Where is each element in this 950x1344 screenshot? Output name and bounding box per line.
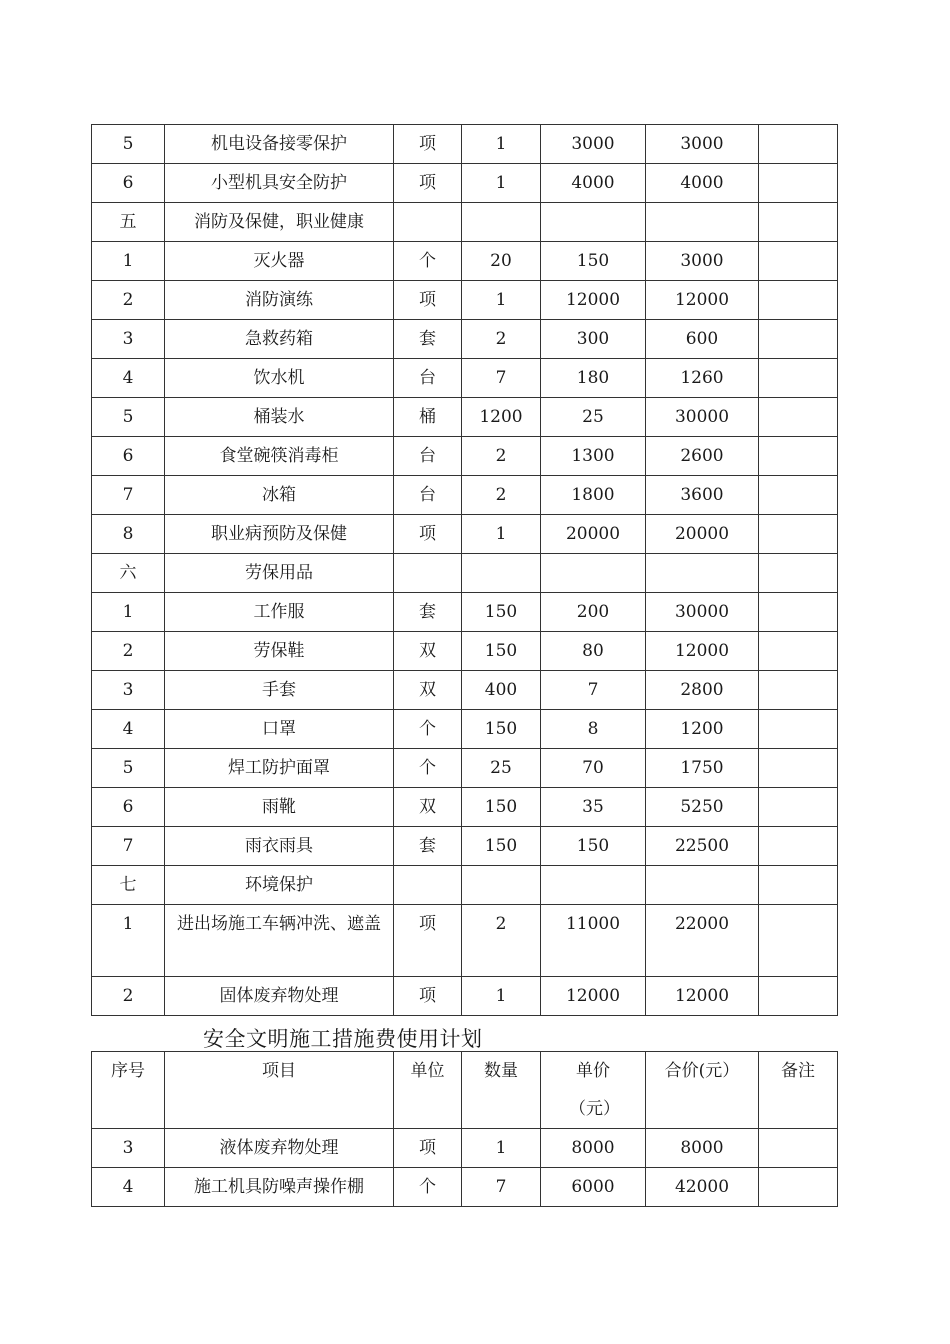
table-row bbox=[92, 242, 838, 281]
cell-total: 22000 bbox=[646, 905, 759, 977]
cell-item: 雨衣雨具 bbox=[165, 827, 394, 866]
cell-unit bbox=[394, 866, 462, 905]
cell-unit: 项 bbox=[394, 515, 462, 554]
cell-item: 工作服 bbox=[165, 593, 394, 632]
cell-qty: 1 bbox=[462, 281, 541, 320]
cell-no: 6 bbox=[92, 164, 165, 203]
cell-price bbox=[541, 554, 646, 593]
header-note: 备注 bbox=[759, 1052, 838, 1129]
cell-no: 6 bbox=[92, 788, 165, 827]
cell-qty: 150 bbox=[462, 827, 541, 866]
cell-qty bbox=[462, 554, 541, 593]
cell-total: 30000 bbox=[646, 398, 759, 437]
cell-total: 22500 bbox=[646, 827, 759, 866]
cell-note bbox=[759, 788, 838, 827]
table-row bbox=[92, 593, 838, 632]
table-row bbox=[92, 437, 838, 476]
table-row bbox=[92, 476, 838, 515]
cell-qty: 20 bbox=[462, 242, 541, 281]
cell-note bbox=[759, 827, 838, 866]
cell-no: 5 bbox=[92, 125, 165, 164]
cell-price bbox=[541, 866, 646, 905]
cell-total bbox=[646, 554, 759, 593]
cell-no: 6 bbox=[92, 437, 165, 476]
cell-item: 液体废弃物处理 bbox=[165, 1129, 394, 1168]
cell-item: 职业病预防及保健 bbox=[165, 515, 394, 554]
cell-qty: 1 bbox=[462, 1129, 541, 1168]
table-row bbox=[92, 671, 838, 710]
cell-unit: 个 bbox=[394, 242, 462, 281]
cell-total: 42000 bbox=[646, 1168, 759, 1207]
cell-unit: 项 bbox=[394, 977, 462, 1016]
cell-unit: 台 bbox=[394, 359, 462, 398]
cell-note bbox=[759, 515, 838, 554]
cell-item: 机电设备接零保护 bbox=[165, 125, 394, 164]
cell-price: 4000 bbox=[541, 164, 646, 203]
cell-qty bbox=[462, 866, 541, 905]
cell-no: 4 bbox=[92, 359, 165, 398]
cell-item: 焊工防护面罩 bbox=[165, 749, 394, 788]
cell-item: 灭火器 bbox=[165, 242, 394, 281]
table-row bbox=[92, 164, 838, 203]
cost-table bbox=[91, 124, 838, 1016]
cell-unit: 项 bbox=[394, 905, 462, 977]
cell-note bbox=[759, 125, 838, 164]
cell-price: 70 bbox=[541, 749, 646, 788]
cell-unit: 个 bbox=[394, 710, 462, 749]
table-row bbox=[92, 749, 838, 788]
table-row bbox=[92, 125, 838, 164]
cell-qty: 1 bbox=[462, 125, 541, 164]
cell-no: 4 bbox=[92, 710, 165, 749]
cell-note bbox=[759, 1129, 838, 1168]
cell-qty: 7 bbox=[462, 1168, 541, 1207]
table-row bbox=[92, 1168, 838, 1207]
header-unit: 单位 bbox=[394, 1052, 462, 1129]
cell-item: 施工机具防噪声操作棚 bbox=[165, 1168, 394, 1207]
cell-qty: 1 bbox=[462, 515, 541, 554]
cell-total: 4000 bbox=[646, 164, 759, 203]
header-total: 合价(元） bbox=[646, 1052, 759, 1129]
cell-unit: 项 bbox=[394, 125, 462, 164]
cell-item: 消防及保健，职业健康 bbox=[165, 203, 394, 242]
cell-note bbox=[759, 905, 838, 977]
cell-unit: 项 bbox=[394, 1129, 462, 1168]
cell-qty: 150 bbox=[462, 593, 541, 632]
cell-item: 桶装水 bbox=[165, 398, 394, 437]
cell-total: 30000 bbox=[646, 593, 759, 632]
cell-no: 五 bbox=[92, 203, 165, 242]
cell-total: 12000 bbox=[646, 281, 759, 320]
table-row bbox=[92, 632, 838, 671]
cell-no: 六 bbox=[92, 554, 165, 593]
cell-unit bbox=[394, 554, 462, 593]
cost-table-continued bbox=[91, 1051, 838, 1207]
cell-total: 1260 bbox=[646, 359, 759, 398]
cell-qty: 2 bbox=[462, 437, 541, 476]
cell-note bbox=[759, 671, 838, 710]
cell-note bbox=[759, 437, 838, 476]
cell-total: 600 bbox=[646, 320, 759, 359]
cell-qty: 2 bbox=[462, 476, 541, 515]
table-row bbox=[92, 515, 838, 554]
cell-qty: 1 bbox=[462, 164, 541, 203]
header-no: 序号 bbox=[92, 1052, 165, 1129]
cell-item: 冰箱 bbox=[165, 476, 394, 515]
cell-qty: 150 bbox=[462, 632, 541, 671]
cell-unit: 项 bbox=[394, 281, 462, 320]
table-row bbox=[92, 710, 838, 749]
cell-unit: 台 bbox=[394, 476, 462, 515]
cell-price: 7 bbox=[541, 671, 646, 710]
cell-qty: 1200 bbox=[462, 398, 541, 437]
cell-no: 2 bbox=[92, 632, 165, 671]
cell-unit: 个 bbox=[394, 749, 462, 788]
cell-price: 6000 bbox=[541, 1168, 646, 1207]
plan-title: 安全文明施工措施费使用计划 bbox=[203, 1027, 483, 1051]
cell-item: 劳保鞋 bbox=[165, 632, 394, 671]
cell-note bbox=[759, 866, 838, 905]
cell-price: 300 bbox=[541, 320, 646, 359]
cell-item: 小型机具安全防护 bbox=[165, 164, 394, 203]
cell-unit: 套 bbox=[394, 320, 462, 359]
cell-no: 1 bbox=[92, 242, 165, 281]
cell-price: 8000 bbox=[541, 1129, 646, 1168]
cell-total: 2600 bbox=[646, 437, 759, 476]
cell-no: 4 bbox=[92, 1168, 165, 1207]
cell-total: 2800 bbox=[646, 671, 759, 710]
header-item: 项目 bbox=[165, 1052, 394, 1129]
table-row bbox=[92, 866, 838, 905]
cell-item: 雨靴 bbox=[165, 788, 394, 827]
table-row bbox=[92, 554, 838, 593]
cell-total: 1750 bbox=[646, 749, 759, 788]
cell-item: 急救药箱 bbox=[165, 320, 394, 359]
cell-note bbox=[759, 710, 838, 749]
table-row bbox=[92, 398, 838, 437]
cell-price: 150 bbox=[541, 242, 646, 281]
header-row bbox=[92, 1052, 838, 1129]
cell-no: 2 bbox=[92, 281, 165, 320]
cell-price: 12000 bbox=[541, 281, 646, 320]
cell-price bbox=[541, 203, 646, 242]
cell-unit: 台 bbox=[394, 437, 462, 476]
cell-item: 劳保用品 bbox=[165, 554, 394, 593]
cell-unit: 套 bbox=[394, 593, 462, 632]
cell-no: 3 bbox=[92, 671, 165, 710]
cell-note bbox=[759, 476, 838, 515]
cell-item: 环境保护 bbox=[165, 866, 394, 905]
cost-table-continued-body bbox=[92, 1129, 838, 1207]
cell-unit bbox=[394, 203, 462, 242]
header-qty: 数量 bbox=[462, 1052, 541, 1129]
table-row bbox=[92, 203, 838, 242]
cell-no: 1 bbox=[92, 593, 165, 632]
cell-note bbox=[759, 554, 838, 593]
table-row bbox=[92, 977, 838, 1016]
table-row bbox=[92, 1129, 838, 1168]
cell-note bbox=[759, 1168, 838, 1207]
cell-total: 1200 bbox=[646, 710, 759, 749]
cell-price: 20000 bbox=[541, 515, 646, 554]
cell-price: 1800 bbox=[541, 476, 646, 515]
cell-total: 5250 bbox=[646, 788, 759, 827]
cell-unit: 双 bbox=[394, 788, 462, 827]
cell-price: 35 bbox=[541, 788, 646, 827]
cell-qty: 150 bbox=[462, 710, 541, 749]
cell-unit: 桶 bbox=[394, 398, 462, 437]
cell-price: 11000 bbox=[541, 905, 646, 977]
cell-total: 3600 bbox=[646, 476, 759, 515]
cell-note bbox=[759, 164, 838, 203]
cell-qty: 150 bbox=[462, 788, 541, 827]
cell-qty: 7 bbox=[462, 359, 541, 398]
cell-note bbox=[759, 320, 838, 359]
cell-item: 食堂碗筷消毒柜 bbox=[165, 437, 394, 476]
cell-total: 8000 bbox=[646, 1129, 759, 1168]
cell-note bbox=[759, 203, 838, 242]
cell-note bbox=[759, 593, 838, 632]
table-row bbox=[92, 359, 838, 398]
cell-unit: 双 bbox=[394, 671, 462, 710]
cell-no: 七 bbox=[92, 866, 165, 905]
cell-price: 8 bbox=[541, 710, 646, 749]
cell-note bbox=[759, 398, 838, 437]
cell-item: 饮水机 bbox=[165, 359, 394, 398]
cell-item: 手套 bbox=[165, 671, 394, 710]
cell-no: 7 bbox=[92, 476, 165, 515]
cell-note bbox=[759, 749, 838, 788]
cell-no: 8 bbox=[92, 515, 165, 554]
cell-item: 固体废弃物处理 bbox=[165, 977, 394, 1016]
cell-note bbox=[759, 281, 838, 320]
cell-note bbox=[759, 632, 838, 671]
cell-price: 150 bbox=[541, 827, 646, 866]
table-row bbox=[92, 827, 838, 866]
cell-unit: 双 bbox=[394, 632, 462, 671]
cell-price: 1300 bbox=[541, 437, 646, 476]
table-row bbox=[92, 320, 838, 359]
cell-total: 3000 bbox=[646, 125, 759, 164]
cell-unit: 套 bbox=[394, 827, 462, 866]
cell-total: 3000 bbox=[646, 242, 759, 281]
cell-item: 口罩 bbox=[165, 710, 394, 749]
cell-no: 5 bbox=[92, 398, 165, 437]
cell-qty: 2 bbox=[462, 320, 541, 359]
table-header bbox=[92, 1052, 838, 1129]
cell-unit: 项 bbox=[394, 164, 462, 203]
cell-price: 3000 bbox=[541, 125, 646, 164]
cell-total bbox=[646, 203, 759, 242]
table-row bbox=[92, 788, 838, 827]
cell-price: 200 bbox=[541, 593, 646, 632]
cell-note bbox=[759, 359, 838, 398]
cell-item: 进出场施工车辆冲洗、遮盖 bbox=[165, 905, 394, 977]
cell-qty: 400 bbox=[462, 671, 541, 710]
cell-qty: 2 bbox=[462, 905, 541, 977]
cell-note bbox=[759, 242, 838, 281]
cell-note bbox=[759, 977, 838, 1016]
cell-price: 25 bbox=[541, 398, 646, 437]
cell-no: 2 bbox=[92, 977, 165, 1016]
cell-qty: 1 bbox=[462, 977, 541, 1016]
cell-no: 3 bbox=[92, 320, 165, 359]
table-row bbox=[92, 281, 838, 320]
cell-no: 7 bbox=[92, 827, 165, 866]
cell-total: 12000 bbox=[646, 977, 759, 1016]
header-price: 单价（元） bbox=[541, 1052, 646, 1129]
cell-qty bbox=[462, 203, 541, 242]
cell-no: 3 bbox=[92, 1129, 165, 1168]
cell-price: 12000 bbox=[541, 977, 646, 1016]
cost-table-body bbox=[92, 125, 838, 1016]
table-row bbox=[92, 905, 838, 977]
cell-item: 消防演练 bbox=[165, 281, 394, 320]
cell-price: 180 bbox=[541, 359, 646, 398]
cell-total: 12000 bbox=[646, 632, 759, 671]
cell-price: 80 bbox=[541, 632, 646, 671]
cell-unit: 个 bbox=[394, 1168, 462, 1207]
cell-qty: 25 bbox=[462, 749, 541, 788]
cell-total: 20000 bbox=[646, 515, 759, 554]
cell-no: 5 bbox=[92, 749, 165, 788]
cell-total bbox=[646, 866, 759, 905]
cell-no: 1 bbox=[92, 905, 165, 977]
